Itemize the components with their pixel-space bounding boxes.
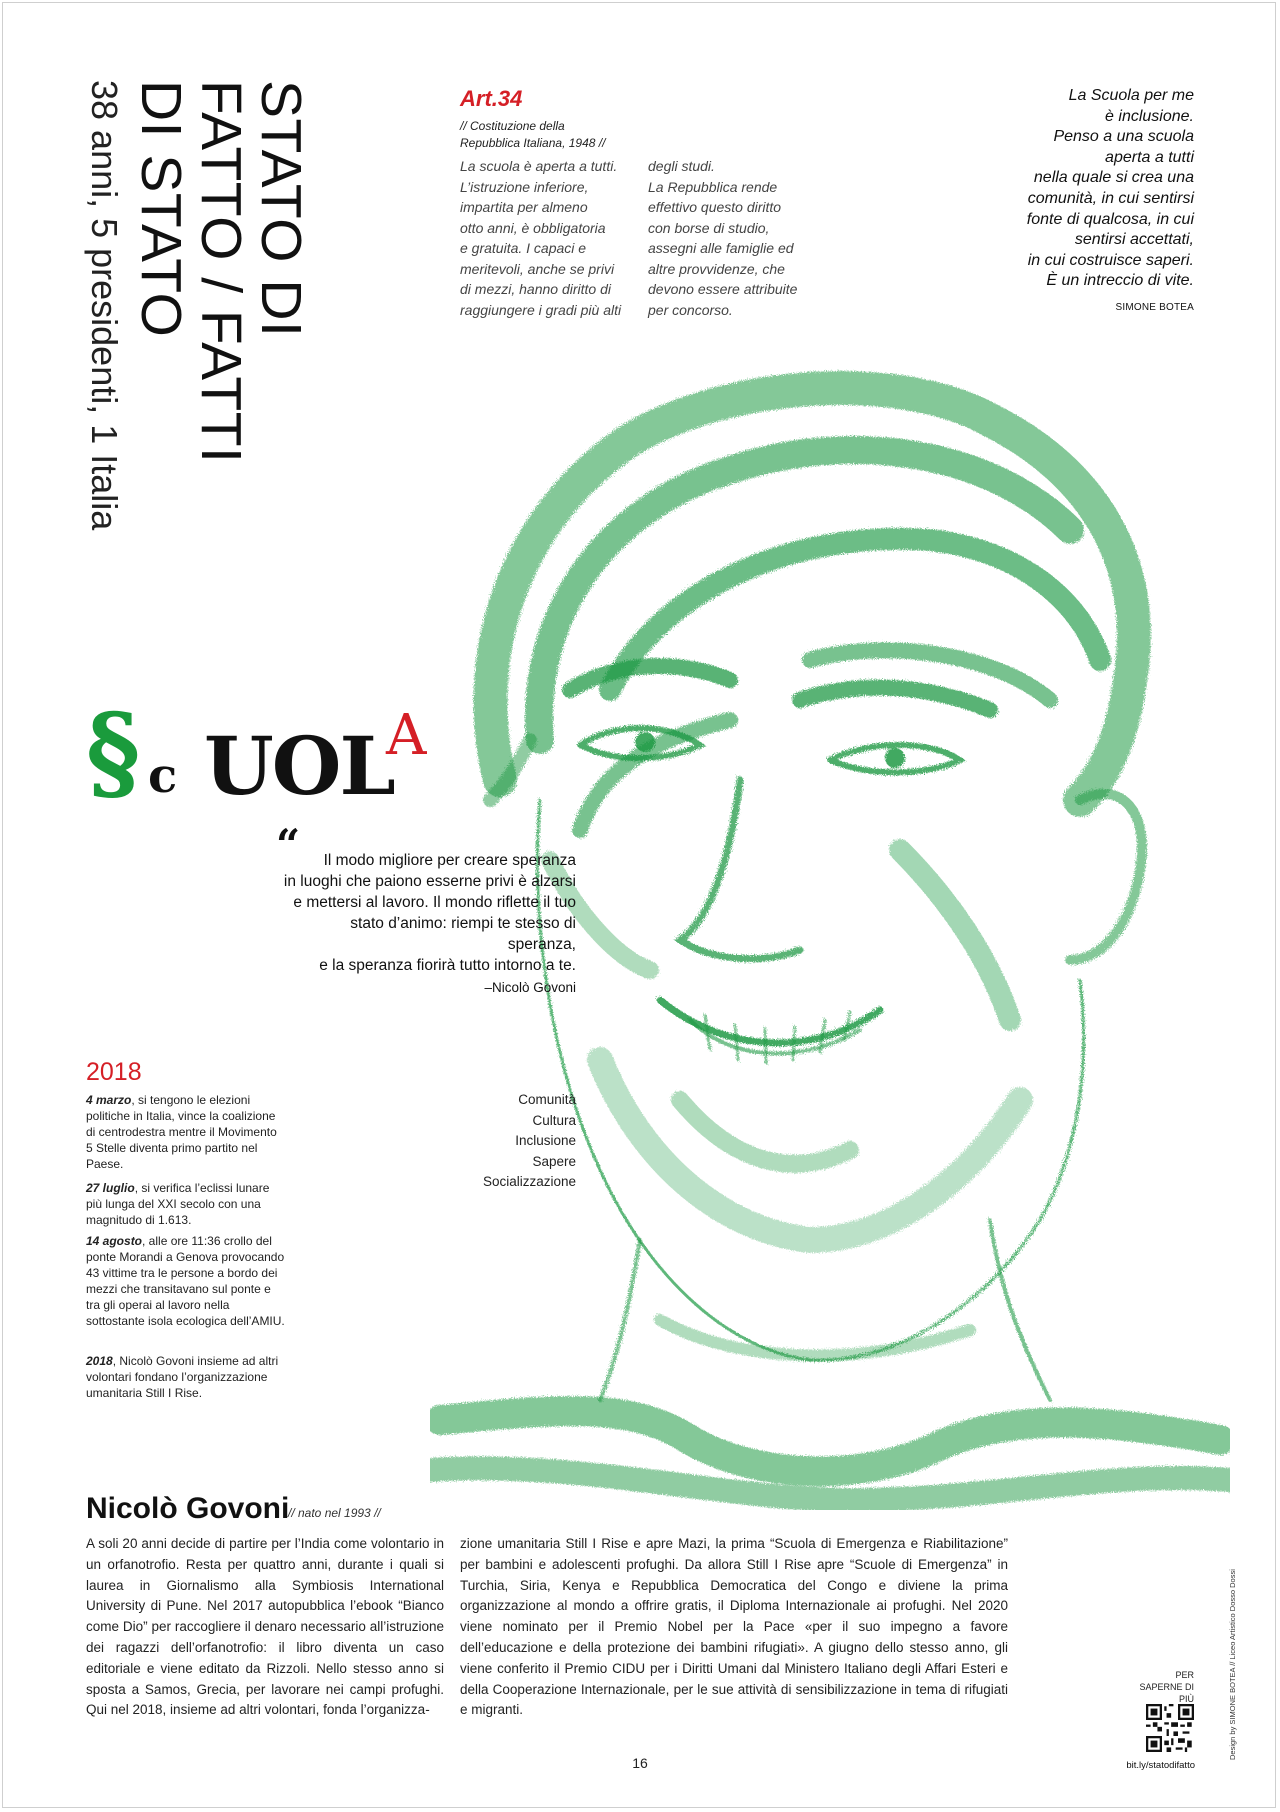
- bio-text-col-2: zione umanitaria Still I Rise e apre Mazi, la prima “Scuola di Emergenza e Riabilitazione” per bambini e adolescenti profughi. Da allora Still I Rise apre “Scuole di Emergenza” in Turchia, Siria, Kenya e Repubblica Democratica del Congo e diviene la prima organizzazione al mondo a offrire gratis, il Diploma Internazionale ai profughi. Nel 2020 viene nominato per il Premio Nobel per la Pace «per il suo impegno a favore dell’educazione e della protezione dei bambini rifugiati». A giugno dello stesso anno, gli viene conferito il Premio CIDU per i Diritti Umani dal Ministero Italiano degli Affari Esteri e della Cooperazione Internazionale, per le sue attività di sensibilizzazione in tema di rifugiati e migranti.: [460, 1536, 1008, 1718]
- article-line: per concorso.: [648, 301, 733, 318]
- article-34-block: [460, 86, 820, 152]
- design-credit: [1226, 1560, 1240, 1760]
- quote-line: aperta a tutti: [1105, 148, 1194, 166]
- article-text-col-2: [648, 156, 818, 320]
- article-line: e gratuita. I capaci e: [460, 240, 587, 256]
- event-date: 14 agosto: [86, 1234, 143, 1248]
- keyword-item: Inclusione: [515, 1133, 576, 1148]
- quote-line: in luoghi che paiono esserne privi è alzarsi: [283, 873, 576, 890]
- quote-line: La Scuola per me: [1068, 87, 1194, 104]
- article-title: Art.34: [460, 86, 523, 111]
- keyword-item: Comunità: [518, 1092, 576, 1107]
- article-line: di mezzi, hanno diritto di: [460, 281, 611, 297]
- event-date: 4 marzo: [86, 1093, 132, 1107]
- top-quote-author: SIMONE BOTEA: [1115, 301, 1194, 313]
- quote-line: Il modo migliore per creare speranza: [323, 852, 576, 869]
- more-info-label: PER SAPERNE DI PIÙ: [1139, 1670, 1194, 1704]
- quote-line: nella quale si crea una: [1033, 169, 1194, 187]
- article-text-col-1: [460, 156, 630, 320]
- quote-line: sentirsi accettati,: [1074, 231, 1194, 249]
- more-info-link[interactable]: bit.ly/statodifatto: [1126, 1760, 1195, 1771]
- event-date: 2018: [86, 1354, 113, 1368]
- event-text: , si tengono le elezioni politiche in Italia, vince la coalizione di centrodestra mentre il Movimento 5 Stelle diventa primo partito nel Paese.: [86, 1093, 277, 1171]
- quote-line: Penso a una scuola: [1053, 128, 1194, 146]
- scuola-logo: [86, 690, 466, 830]
- article-line: altre provvidenze, che: [648, 260, 785, 277]
- bio-born: // nato nel 1993 //: [288, 1506, 381, 1520]
- bio-name: Nicolò Govoni: [86, 1492, 290, 1525]
- article-line: degli studi.: [648, 158, 715, 174]
- article-line: devono essere attribuite: [648, 281, 798, 297]
- article-line: effettivo questo diritto: [648, 199, 782, 215]
- center-quote-author: –Nicolò Govoni: [484, 980, 576, 995]
- quote-line: è inclusione.: [1105, 107, 1194, 125]
- title-line-3: DI STATO: [129, 80, 193, 338]
- timeline-event: [86, 1092, 286, 1172]
- design-credit-text: Design by SIMONE BOTEA // Liceo Artistico Dosso Dossi: [1228, 1569, 1237, 1760]
- title-line-2: FATTO / FATTI: [189, 80, 253, 464]
- article-line: otto anni, è obbligatoria: [460, 219, 606, 236]
- event-text: , alle ore 11:36 crollo del ponte Morandi a Genova provocando 43 vittime tra le persone a bordo dei mezzi che transitavano sul ponte e tra gli operai al lavoro nella sottostante isola ecologica dell’AMIU.: [86, 1234, 285, 1328]
- quote-line: È un intreccio di vite.: [1046, 272, 1194, 290]
- page-number: 16: [632, 1755, 648, 1771]
- keyword-item: Sapere: [532, 1153, 576, 1169]
- quote-line: e mettersi al lavoro. Il mondo riflette il tuo: [293, 894, 576, 911]
- article-line: La scuola è aperta a tutti.: [460, 158, 618, 174]
- top-quote: [954, 86, 1194, 319]
- article-line: assegni alle famiglie ed: [648, 240, 794, 256]
- center-quote: [276, 820, 576, 998]
- article-line: L’istruzione inferiore,: [460, 178, 589, 195]
- article-line: impartita per almeno: [460, 199, 588, 215]
- keywords-list: [420, 1090, 576, 1193]
- quote-line: fonte di qualcosa, in cui: [1026, 210, 1194, 228]
- logo-uol: UOL: [204, 719, 394, 813]
- article-line: La Repubblica rende: [648, 178, 778, 195]
- keyword-item: Cultura: [532, 1112, 576, 1128]
- timeline-event: [86, 1233, 286, 1329]
- bio-text-col-1: A soli 20 anni decide di partire per l’India come volontario in un orfanotrofio. Resta per quattro anni, durante i quali si laurea in Giornalismo alla Symbiosis International University di Pune. Nel 2017 autopubblica l’ebook “Bianco come Dio” per raccogliere il denaro necessario all’istruzione dei ragazzi dell’orfanotrofio: il libro diventa un caso editoriale e viene editato da Rizzoli. Nello stesso anno si sposta a Samos, Grecia, per lavorare nei campi profughi. Qui nel 2018, insieme ad altri volontari, fonda l’organizza-: [86, 1536, 444, 1718]
- article-line: con borse di studio,: [648, 219, 770, 236]
- article-source: // Costituzione della Repubblica Italiana, 1948 //: [460, 119, 606, 150]
- title-line-1: STATO DI: [249, 80, 313, 338]
- vertical-title-block: [80, 80, 313, 531]
- quote-line: comunità, in cui sentirsi: [1027, 189, 1194, 207]
- timeline-event: [86, 1353, 286, 1401]
- qr-code-icon[interactable]: [1146, 1704, 1194, 1752]
- timeline-year: 2018: [86, 1058, 142, 1086]
- article-line: raggiungere i gradi più alti: [460, 301, 622, 318]
- event-date: 27 luglio: [86, 1181, 135, 1195]
- quote-mark-icon: “: [276, 820, 301, 869]
- event-text: , Nicolò Govoni insieme ad altri volontari fondano l’organizzazione umanitaria Still I Rise.: [86, 1354, 279, 1400]
- quote-line: e la speranza fiorirà tutto intorno a te.: [319, 957, 576, 974]
- logo-c: c: [148, 748, 178, 804]
- quote-line: stato d’animo: riempi te stesso di speranza,: [350, 915, 576, 953]
- title-subtitle: 38 anni, 5 presidenti, 1 Italia: [84, 80, 125, 531]
- logo-section-sign: §: [86, 690, 141, 813]
- logo-a: A: [386, 703, 427, 768]
- event-text: , si verifica l’eclissi lunare più lunga del XXI secolo con una magnitudo di 1.613.: [86, 1181, 270, 1227]
- keyword-item: Socializzazione: [482, 1174, 576, 1189]
- quote-line: in cui costruisce saperi.: [1027, 251, 1194, 269]
- timeline-event: [86, 1180, 286, 1228]
- article-line: meritevoli, anche se privi: [460, 260, 615, 277]
